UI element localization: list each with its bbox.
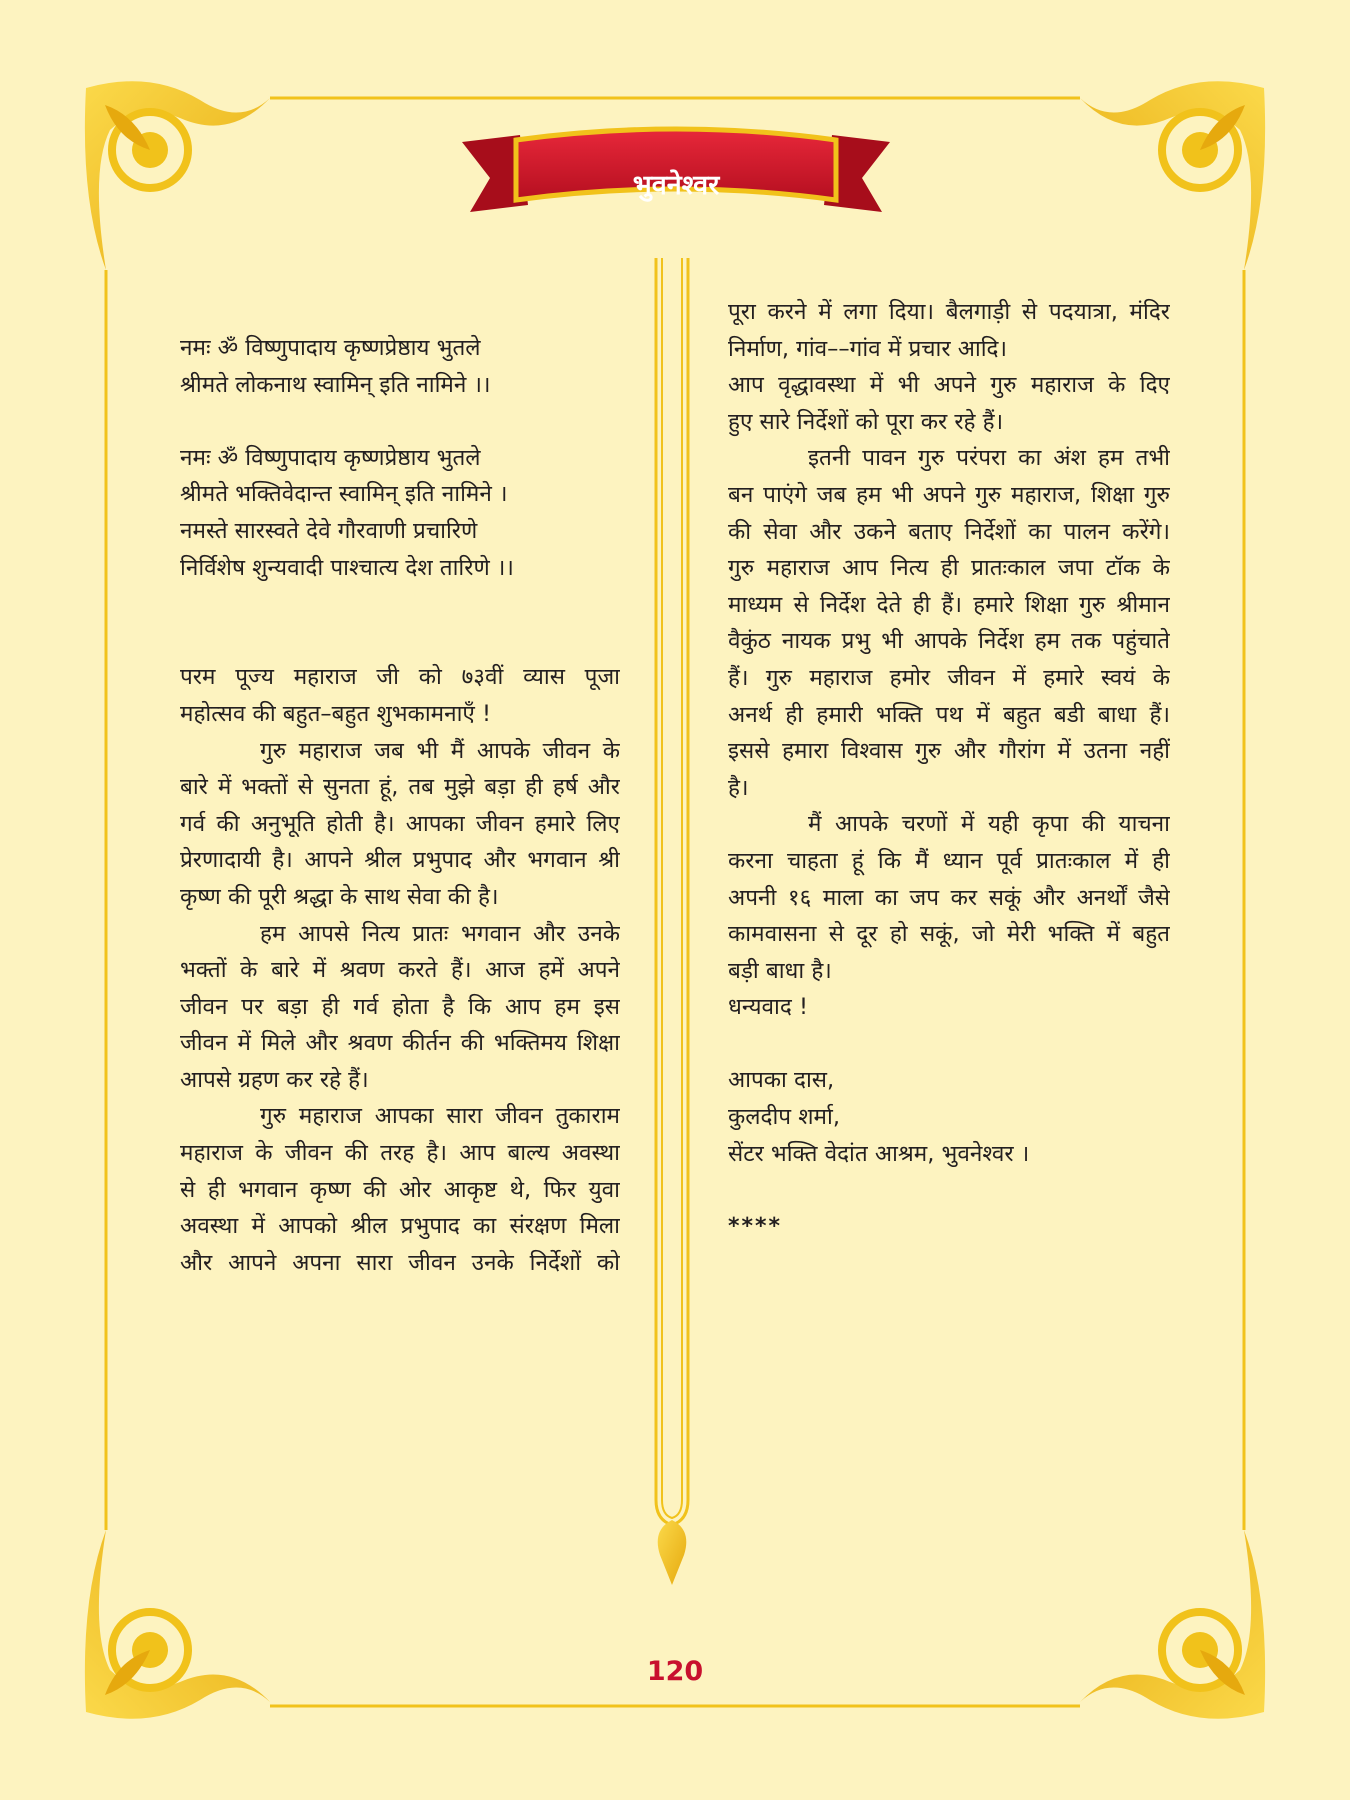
signature-line: कुलदीप शर्मा, bbox=[728, 1104, 840, 1131]
paragraph-line: मैं आपके चरणों में यही कृपा की याचना bbox=[808, 811, 1170, 838]
paragraph-line: जीवन पर बड़ा ही गर्व होता है कि आप हम इस bbox=[180, 993, 620, 1020]
end-stars: **** bbox=[728, 1213, 783, 1239]
paragraph-line: है। bbox=[728, 774, 749, 801]
paragraph-line: प्रेरणादायी है। आपने श्रील प्रभुपाद और भगवान श्री bbox=[180, 847, 620, 874]
paragraph-line: जीवन में मिले और श्रवण कीर्तन की भक्तिमय शिक्षा bbox=[180, 1030, 620, 1057]
paragraph-line: धन्यवाद ! bbox=[728, 994, 808, 1021]
signature-line: आपका दास, bbox=[728, 1067, 835, 1094]
paragraph-line: से ही भगवान कृष्ण की ओर आकृष्ट थे, फिर युवा bbox=[180, 1176, 620, 1203]
right-column bbox=[728, 294, 1170, 1245]
mantra-line: श्रीमते लोकनाथ स्वामिन् इति नामिने ।। bbox=[180, 371, 491, 398]
paragraph-line: अपनी १६ माला का जप कर सकूं और अनर्थों जैसे bbox=[728, 884, 1170, 911]
paragraph-line: माध्यम से निर्देश देते ही हैं। हमारे शिक्षा गुरु श्रीमान bbox=[728, 591, 1170, 618]
paragraph-line: अनर्थ ही हमारी भक्ति पथ में बहुत बडी बाधा हैं। bbox=[728, 701, 1170, 728]
paragraph-line: गर्व की अनुभूति होती है। आपका जीवन हमारे लिए bbox=[180, 810, 620, 837]
paragraph-line: बड़ी बाधा है। bbox=[728, 957, 832, 984]
mantra-line: नमः ॐ विष्णुपादाय कृष्णप्रेष्ठाय भुतले bbox=[180, 335, 481, 361]
corner-ornament-bottom-left bbox=[85, 1530, 270, 1719]
corner-ornament-top-left bbox=[85, 81, 270, 270]
paragraph-line: आप वृद्धावस्था में भी अपने गुरु महाराज के दिए bbox=[728, 372, 1170, 399]
paragraph-line: बारे में भक्तों से सुनता हूं, तब मुझे बड़ा ही हर्ष और bbox=[180, 774, 620, 801]
mantra-line: निर्विशेष शुन्यवादी पाश्चात्य देश तारिणे ।। bbox=[180, 554, 514, 581]
paragraph-line: करना चाहता हूं कि मैं ध्यान पूर्व प्रातःकाल में ही bbox=[728, 847, 1170, 874]
paragraph-line: हैं। गुरु महाराज हमोर जीवन में हमारे स्वयं के bbox=[728, 664, 1170, 691]
page-number: 120 bbox=[646, 1656, 704, 1687]
paragraph-line: इतनी पावन गुरु परंपरा का अंश हम तभी bbox=[808, 445, 1170, 472]
paragraph-line: बन पाएंगे जब हम भी अपने गुरु महाराज, शिक्षा गुरु bbox=[728, 481, 1170, 508]
paragraph-line: हुए सारे निर्देशों को पूरा कर रहे हैं। bbox=[728, 408, 1004, 435]
paragraph-line: अवस्था में आपको श्रील प्रभुपाद का संरक्षण मिला bbox=[180, 1213, 620, 1240]
paragraph-line: हम आपसे नित्य प्रातः भगवान और उनके bbox=[260, 920, 620, 947]
corner-ornament-bottom-right bbox=[1080, 1530, 1265, 1719]
paragraph-line: आपसे ग्रहण कर रहे हैं। bbox=[180, 1066, 369, 1093]
paragraph-line: गुरु महाराज जब भी मैं आपके जीवन के bbox=[260, 737, 620, 764]
mantra-line: नमः ॐ विष्णुपादाय कृष्णप्रेष्ठाय भुतले bbox=[180, 444, 481, 471]
paragraph-line: भक्तों के बारे में श्रवण करते हैं। आज हमें अपने bbox=[180, 957, 620, 984]
paragraph-line: परम पूज्य महाराज जी को ७३वीं व्यास पूजा bbox=[180, 664, 620, 691]
paragraph-line: गुरु महाराज आप नित्य ही प्रातःकाल जपा टॉक के bbox=[728, 555, 1170, 582]
paragraph-line: कृष्ण की पूरी श्रद्धा के साथ सेवा की है। bbox=[180, 883, 499, 910]
left-column bbox=[180, 330, 620, 1281]
paragraph-line: इससे हमारा विश्वास गुरु और गौरांग में उतना नहीं bbox=[728, 738, 1170, 765]
paragraph-line: पूरा करने में लगा दिया। बैलगाड़ी से पदयात्रा, मंदिर bbox=[728, 299, 1170, 325]
paragraph-line: की सेवा और उकने बताए निर्देशों का पालन करेंगे। bbox=[728, 518, 1170, 545]
mantra-line: श्रीमते भक्तिवेदान्त स्वामिन् इति नामिने । bbox=[180, 481, 508, 508]
banner-title: भुवनेश्वर bbox=[632, 170, 720, 201]
paragraph-line: और आपने अपना सारा जीवन उनके निर्देशों को bbox=[180, 1249, 620, 1276]
signature-line: सेंटर भक्ति वेदांत आश्रम, भुवनेश्वर । bbox=[728, 1140, 1030, 1167]
mantra-line: नमस्ते सारस्वते देवे गौरवाणी प्रचारिणे bbox=[180, 517, 478, 544]
paragraph-line: निर्माण, गांव––गांव में प्रचार आदि। bbox=[728, 335, 1008, 362]
paragraph-line: महाराज के जीवन की तरह है। आप बाल्य अवस्था bbox=[180, 1140, 620, 1167]
paragraph-line: वैकुंठ नायक प्रभु भी आपके निर्देश हम तक पहुंचाते bbox=[728, 628, 1170, 655]
corner-ornament-top-right bbox=[1080, 81, 1265, 270]
paragraph-line: कामवासना से दूर हो सकूं, जो मेरी भक्ति में बहुत bbox=[728, 921, 1170, 948]
center-divider bbox=[656, 258, 688, 1585]
paragraph-line: महोत्सव की बहुत–बहुत शुभकामनाएँ ! bbox=[180, 700, 492, 727]
paragraph-line: गुरु महाराज आपका सारा जीवन तुकाराम bbox=[260, 1103, 620, 1130]
